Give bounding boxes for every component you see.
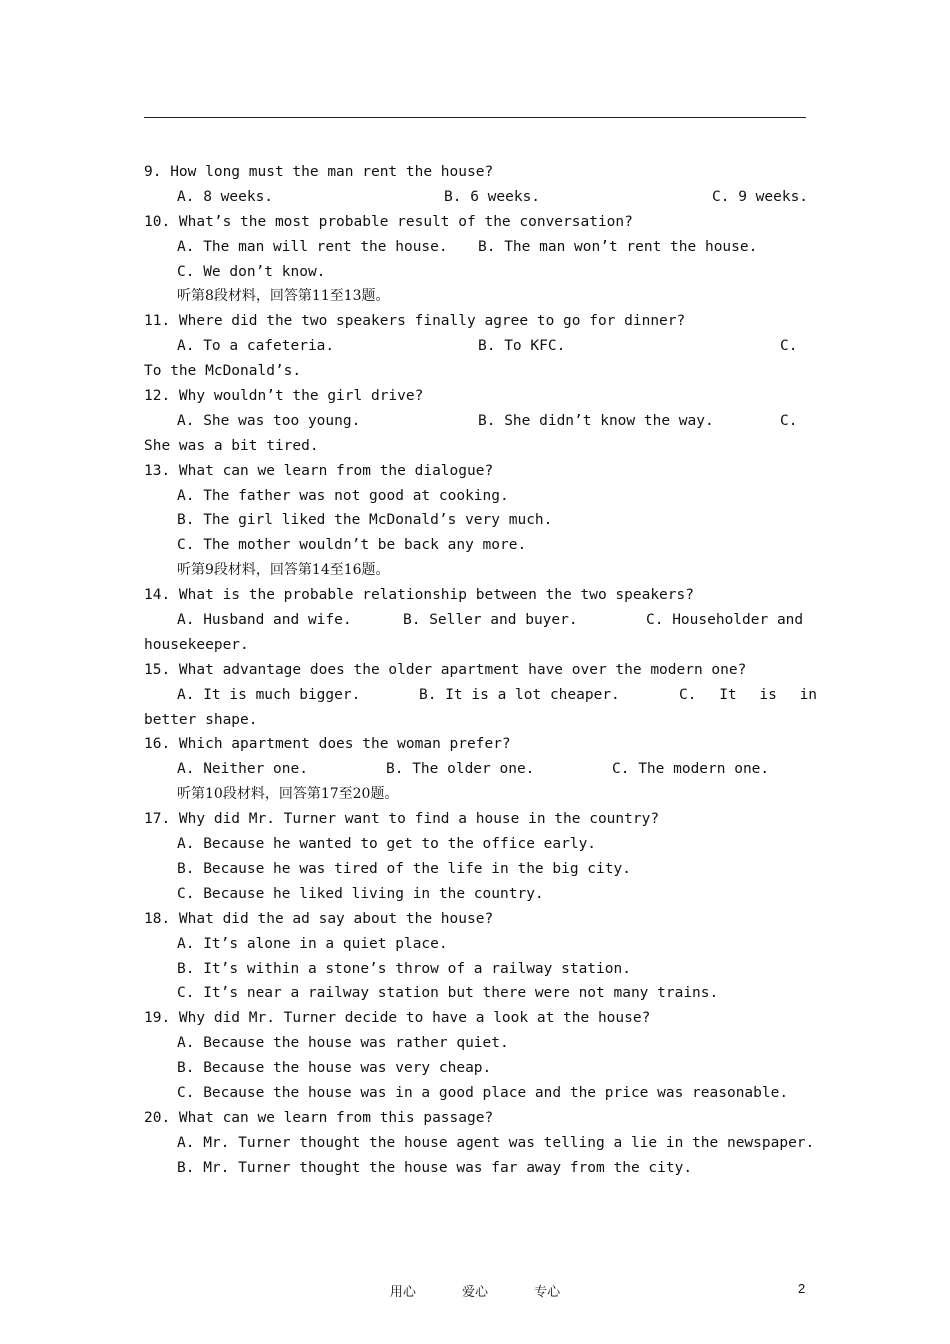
q20-option-b: B. Mr. Turner thought the house was far away from the city. <box>177 1159 693 1176</box>
question-20: 20. What can we learn from this passage? <box>144 1109 494 1126</box>
footer-motto <box>0 1281 950 1300</box>
q15-option-c-part1: C. It is in <box>679 686 818 703</box>
footer-word-1: 用心 <box>389 1285 416 1300</box>
q15-option-a: A. It is much bigger. <box>177 686 361 703</box>
q14-option-a: A. Husband and wife. <box>177 612 352 629</box>
question-14: 14. What is the probable relationship between the two speakers? <box>144 587 694 604</box>
q13-option-c: C. The mother wouldn’t be back any more. <box>177 537 527 554</box>
question-15-options <box>144 683 818 708</box>
question-18: 18. What did the ad say about the house? <box>144 910 494 927</box>
question-11-options <box>144 334 806 359</box>
q15-option-c-part2: better shape. <box>144 711 258 728</box>
q19-option-b: B. Because the house was very cheap. <box>177 1060 492 1077</box>
q9-option-c: C. 9 weeks. <box>712 188 809 205</box>
q14-option-c-part1: C. Householder and <box>646 612 804 629</box>
q19-option-c: C. Because the house was in a good place and the price was reasonable. <box>177 1084 789 1101</box>
question-17: 17. Why did Mr. Turner want to find a house in the country? <box>144 811 660 828</box>
q13-option-b: B. The girl liked the McDonald’s very much. <box>177 512 553 529</box>
q17-option-b: B. Because he was tired of the life in the big city. <box>177 860 631 877</box>
q14-option-b: B. Seller and buyer. <box>403 612 578 629</box>
q11-option-c-text: To the McDonald’s. <box>144 363 302 380</box>
q9-option-b: B. 6 weeks. <box>444 188 541 205</box>
question-19: 19. Why did Mr. Turner decide to have a look at the house? <box>144 1010 651 1027</box>
q12-option-c-text: She was a bit tired. <box>144 437 319 454</box>
q18-option-b: B. It’s within a stone’s throw of a railway station. <box>177 960 631 977</box>
q11-option-b: B. To KFC. <box>478 338 566 355</box>
section-10-instruction: 听第10段材料，回答第17至20题。 <box>177 786 399 803</box>
q12-option-b: B. She didn’t know the way. <box>478 412 714 429</box>
question-16-options <box>144 757 806 782</box>
question-9-options <box>144 185 809 210</box>
question-list <box>144 160 818 1181</box>
q11-option-c-label: C. <box>780 338 798 355</box>
question-13: 13. What can we learn from the dialogue? <box>144 462 494 479</box>
page-number: 2 <box>798 1281 806 1296</box>
q17-option-c: C. Because he liked living in the country. <box>177 885 544 902</box>
question-12: 12. Why wouldn’t the girl drive? <box>144 388 424 405</box>
footer-word-2: 爱心 <box>461 1285 488 1300</box>
q19-option-a: A. Because the house was rather quiet. <box>177 1035 509 1052</box>
question-9: 9. How long must the man rent the house? <box>144 164 494 180</box>
q15-option-b: B. It is a lot cheaper. <box>419 686 620 703</box>
header-rule <box>144 117 806 118</box>
q20-option-a: A. Mr. Turner thought the house agent was telling a lie in the newspaper. <box>177 1134 815 1151</box>
q10-option-c: C. We don’t know. <box>177 263 326 280</box>
section-9-instruction: 听第9段材料，回答第14至16题。 <box>177 562 390 579</box>
q14-option-c-part2: housekeeper. <box>144 636 249 653</box>
q16-option-a: A. Neither one. <box>177 761 308 778</box>
section-8-instruction: 听第8段材料，回答第11至13题。 <box>177 288 390 305</box>
question-10: 10. What’s the most probable result of the conversation? <box>144 213 633 230</box>
question-10-options <box>144 235 806 260</box>
question-11: 11. Where did the two speakers finally agree to go for dinner? <box>144 313 686 330</box>
q9-option-a: A. 8 weeks. <box>177 188 274 205</box>
q18-option-a: A. It’s alone in a quiet place. <box>177 935 448 952</box>
q18-option-c: C. It’s near a railway station but there were not many trains. <box>177 985 719 1002</box>
q10-option-b: B. The man won’t rent the house. <box>478 238 758 255</box>
question-16: 16. Which apartment does the woman prefer? <box>144 736 511 753</box>
q16-option-b: B. The older one. <box>386 761 535 778</box>
q17-option-a: A. Because he wanted to get to the office early. <box>177 836 597 853</box>
q11-option-a: A. To a cafeteria. <box>177 338 335 355</box>
question-15: 15. What advantage does the older apartment have over the modern one? <box>144 661 747 678</box>
q16-option-c: C. The modern one. <box>612 761 770 778</box>
q12-option-a: A. She was too young. <box>177 412 361 429</box>
q10-option-a: A. The man will rent the house. <box>177 238 448 255</box>
question-14-options <box>144 608 806 633</box>
question-12-options <box>144 409 806 434</box>
q12-option-c-label: C. <box>780 412 798 429</box>
footer-word-3: 专心 <box>534 1285 561 1300</box>
q13-option-a: A. The father was not good at cooking. <box>177 487 509 504</box>
